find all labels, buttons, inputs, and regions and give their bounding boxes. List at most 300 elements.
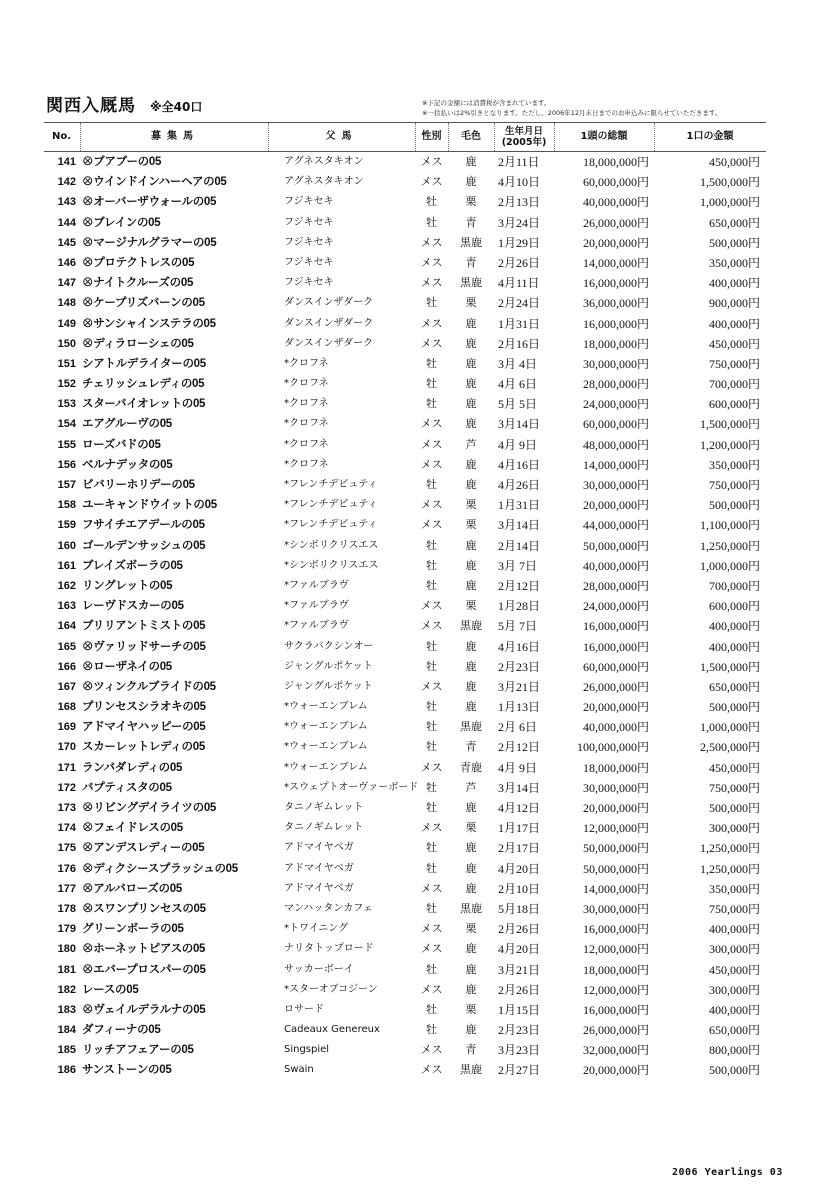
sire-name: *シンボリクリスエス	[284, 539, 379, 551]
birth-date: 4月20日	[498, 942, 541, 957]
sex: メス	[420, 417, 443, 431]
table-row	[44, 213, 766, 233]
table-row	[44, 637, 766, 657]
unit-price: 400,000円	[708, 619, 760, 634]
unit-price: 350,000円	[708, 255, 760, 270]
birth-date: 2月17日	[498, 841, 541, 856]
row-number: 143	[57, 196, 76, 209]
coat-color: 鹿	[465, 962, 477, 976]
total-price: 16,000,000円	[582, 276, 649, 291]
unit-price: 750,000円	[708, 356, 760, 371]
birth-date: 1月15日	[498, 1002, 541, 1017]
horse-name: ⊗ディクシースプラッシュの05	[82, 862, 238, 875]
coat-color: 黒鹿	[460, 901, 482, 915]
total-price: 20,000,000円	[582, 498, 649, 513]
sire-name: アドマイヤベガ	[284, 842, 354, 854]
birth-date: 4月12日	[498, 801, 541, 815]
table-row	[44, 778, 766, 798]
unit-price: 500,000円	[708, 700, 760, 715]
header-divider	[448, 123, 449, 151]
table-row	[44, 980, 766, 1000]
horse-name: リッチアフェアーの05	[82, 1044, 194, 1057]
sex: メス	[420, 942, 443, 956]
sex: メス	[420, 437, 443, 451]
coat-color: 鹿	[465, 336, 477, 350]
sex: 牡	[426, 639, 437, 653]
birth-date: 1月28日	[498, 599, 541, 614]
coat-color: 黒鹿	[460, 235, 482, 249]
sire-name: Cadeaux Genereux	[284, 1024, 380, 1036]
birth-date: 4月16日	[498, 639, 541, 654]
coat-color: 鹿	[465, 861, 477, 875]
row-number: 158	[57, 499, 76, 512]
coat-color: 鹿	[465, 578, 477, 592]
coat-color: 鹿	[465, 155, 477, 168]
row-number: 174	[57, 822, 76, 835]
table-row	[44, 1060, 766, 1080]
horse-name: ⊗ブレインの05	[82, 216, 161, 229]
row-number: 170	[57, 741, 76, 754]
coat-color: 黒鹿	[460, 1063, 482, 1077]
total-price: 40,000,000円	[582, 720, 649, 735]
sire-name: サッカーボーイ	[284, 963, 354, 975]
sex: メス	[420, 175, 443, 189]
birth-date: 1月29日	[498, 235, 541, 250]
table-row	[44, 697, 766, 717]
unit-price: 500,000円	[708, 1063, 760, 1078]
total-price: 14,000,000円	[582, 881, 649, 896]
row-number: 178	[57, 902, 76, 915]
sex: 牡	[426, 397, 437, 411]
sex: 牡	[426, 861, 437, 875]
table-row	[44, 414, 766, 434]
table-row	[44, 717, 766, 737]
table-row	[44, 596, 766, 616]
unit-price: 300,000円	[708, 821, 760, 836]
tax-note: ※下記の金額には消費税が含まれています。	[422, 99, 551, 107]
header-unit: 1口の金額	[686, 131, 734, 142]
birth-date: 1月31日	[498, 316, 541, 331]
table-row	[44, 818, 766, 838]
coat-color: 鹿	[465, 457, 477, 471]
table-row	[44, 556, 766, 576]
header-coat: 毛色	[461, 131, 481, 142]
birth-date: 2月11日	[498, 155, 540, 169]
header-birth-year: (2005年)	[501, 137, 547, 148]
total-price: 60,000,000円	[582, 659, 649, 674]
coat-color: 鹿	[465, 377, 477, 391]
horse-name: ⊗エバープロスパーの05	[82, 963, 206, 976]
coat-color: 黒鹿	[460, 276, 482, 290]
page-title	[46, 91, 202, 116]
section-title: 関西入厩馬	[46, 96, 136, 116]
horse-name: シアトルデライターの05	[82, 357, 206, 370]
birth-date: 5月 7日	[498, 619, 538, 634]
row-number: 180	[57, 943, 76, 956]
row-number: 176	[57, 862, 76, 875]
coat-color: 鹿	[465, 356, 477, 370]
sex: 牡	[426, 215, 437, 229]
unit-price: 650,000円	[708, 215, 760, 230]
sire-name: *シンボリクリスエス	[284, 559, 379, 571]
sire-name: アグネスタキオン	[284, 156, 364, 167]
horse-name: ⊗ヴァリッドサーチの05	[82, 640, 206, 653]
horse-name: エアグルーヴの05	[82, 418, 172, 431]
horse-name: チェリッシュレディの05	[82, 378, 205, 391]
unit-price: 1,500,000円	[699, 175, 760, 190]
sex: 牡	[426, 780, 437, 794]
birth-date: 3月23日	[498, 1043, 541, 1058]
unit-price: 300,000円	[708, 942, 760, 957]
unit-price: 400,000円	[708, 276, 760, 291]
total-price: 12,000,000円	[582, 942, 649, 957]
row-number: 142	[57, 176, 76, 189]
total-price: 32,000,000円	[582, 1043, 649, 1058]
sex: 牡	[426, 1002, 437, 1016]
unit-price: 1,200,000円	[699, 437, 760, 452]
horse-name: ユーキャンドウイットの05	[82, 499, 217, 512]
row-number: 179	[57, 923, 76, 936]
birth-date: 2月23日	[498, 659, 541, 674]
total-price: 20,000,000円	[582, 235, 649, 250]
total-price: 24,000,000円	[582, 397, 649, 412]
birth-date: 4月26日	[498, 478, 541, 492]
table-row	[44, 152, 766, 172]
coat-color: 鹿	[465, 478, 477, 491]
coat-color: 鹿	[465, 417, 477, 431]
total-price: 50,000,000円	[582, 538, 649, 553]
sex: メス	[420, 1043, 443, 1057]
birth-date: 4月10日	[498, 175, 541, 190]
sex: 牡	[426, 578, 437, 592]
sire-name: フジキセキ	[284, 277, 334, 289]
row-number: 172	[57, 781, 76, 794]
row-number: 160	[57, 539, 76, 552]
row-number: 156	[57, 458, 76, 471]
sire-name: *ウォーエンブレム	[284, 701, 368, 713]
total-price: 14,000,000円	[582, 255, 649, 270]
sex: メス	[420, 982, 443, 996]
sex: メス	[420, 881, 443, 895]
horse-name: ⊗サンシャインステラの05	[82, 317, 216, 330]
unit-price: 400,000円	[708, 639, 760, 654]
sire-name: タニノギムレット	[284, 822, 364, 834]
sex: 牡	[426, 195, 437, 209]
horse-name: プリンセスシラオキの05	[82, 701, 206, 714]
table-row	[44, 515, 766, 535]
row-number: 163	[57, 600, 76, 613]
unit-price: 350,000円	[708, 457, 760, 472]
header-no: No.	[52, 131, 72, 142]
table-row	[44, 334, 766, 354]
sire-name: ジャングルポケット	[284, 660, 373, 672]
coat-color: 鹿	[465, 397, 477, 411]
row-number: 165	[57, 640, 76, 653]
total-price: 28,000,000円	[582, 578, 649, 593]
sire-name: フジキセキ	[284, 256, 334, 268]
horse-name: ブリリアントミストの05	[82, 620, 206, 633]
total-price: 12,000,000円	[582, 821, 649, 836]
total-price: 36,000,000円	[582, 296, 649, 311]
header-birth-label: 生年月日	[504, 126, 543, 137]
unit-price: 450,000円	[708, 155, 760, 169]
table-row	[44, 435, 766, 455]
row-number: 182	[57, 983, 76, 996]
coat-color: 鹿	[465, 538, 477, 552]
unit-price: 750,000円	[708, 780, 760, 795]
table-row	[44, 233, 766, 253]
table-row	[44, 536, 766, 556]
table-row	[44, 859, 766, 879]
total-price: 16,000,000円	[582, 316, 649, 331]
birth-date: 1月13日	[498, 700, 541, 715]
birth-date: 3月24日	[498, 215, 541, 230]
sex: メス	[420, 336, 443, 350]
row-number: 177	[57, 882, 76, 895]
row-number: 152	[57, 378, 76, 391]
coat-color: 栗	[465, 296, 477, 310]
coat-color: 鹿	[465, 679, 477, 693]
birth-date: 3月 4日	[498, 356, 538, 371]
price-notes	[422, 98, 721, 118]
header-divider	[415, 123, 416, 151]
horse-name: スターバイオレットの05	[82, 398, 206, 411]
header-divider	[80, 123, 81, 151]
table-row	[44, 495, 766, 515]
coat-color: 鹿	[465, 942, 477, 956]
horse-name: ⊗マージナルグラマーの05	[82, 236, 217, 249]
coat-color: 鹿	[465, 801, 477, 814]
coat-color: 芦	[465, 437, 477, 451]
sire-name: ロサード	[284, 1003, 324, 1015]
unit-price: 450,000円	[708, 962, 760, 977]
unit-price: 750,000円	[708, 478, 760, 492]
unit-price: 1,250,000円	[699, 538, 760, 553]
row-number: 167	[57, 680, 76, 693]
table-row	[44, 616, 766, 636]
coat-color: 栗	[465, 518, 477, 532]
table-row	[44, 677, 766, 697]
total-price: 12,000,000円	[582, 982, 649, 997]
sire-name: マンハッタンカフェ	[284, 902, 373, 914]
unit-price: 350,000円	[708, 881, 760, 896]
birth-date: 4月 9日	[498, 437, 538, 452]
birth-date: 3月21日	[498, 962, 541, 977]
sire-name: ダンスインザダーク	[284, 297, 374, 309]
birth-date: 3月14日	[498, 417, 541, 432]
table-row	[44, 576, 766, 596]
sire-name: ダンスインザダーク	[284, 337, 374, 349]
sire-name: フジキセキ	[284, 196, 334, 208]
sex: 牡	[426, 962, 437, 976]
sex: 牡	[426, 901, 437, 915]
coat-color: 青	[465, 1043, 477, 1057]
coat-color: 栗	[465, 195, 477, 209]
sex: 牡	[426, 538, 437, 552]
coat-color: 黒鹿	[460, 619, 482, 633]
coat-color: 青	[465, 740, 477, 754]
table-row	[44, 737, 766, 757]
sex: メス	[420, 276, 443, 290]
total-price: 40,000,000円	[582, 195, 649, 210]
sex: メス	[420, 255, 443, 269]
sire-name: *クロフネ	[284, 438, 329, 450]
total-price: 30,000,000円	[582, 901, 649, 916]
sex: メス	[420, 599, 443, 613]
row-number: 141	[57, 156, 76, 168]
sex: メス	[420, 760, 443, 774]
row-number: 175	[57, 842, 76, 855]
total-price: 30,000,000円	[582, 478, 649, 492]
sire-name: *ウォーエンブレム	[284, 761, 368, 773]
header-total: 1頭の総額	[580, 131, 628, 142]
unit-price: 1,100,000円	[699, 518, 760, 533]
birth-date: 1月17日	[498, 821, 541, 836]
birth-date: 2月23日	[498, 1023, 541, 1038]
total-price: 30,000,000円	[582, 356, 649, 371]
coat-color: 栗	[465, 821, 477, 835]
sex: メス	[420, 316, 443, 330]
sire-name: ナリタトップロード	[284, 943, 374, 955]
sex: メス	[420, 1063, 443, 1077]
header-divider	[268, 123, 269, 151]
unit-price: 500,000円	[708, 801, 760, 815]
unit-price: 500,000円	[708, 498, 760, 513]
birth-date: 2月26日	[498, 922, 541, 937]
coat-color: 鹿	[465, 1023, 477, 1037]
horse-name: ⊗ヴェイルデラルナの05	[82, 1003, 206, 1016]
birth-date: 2月14日	[498, 538, 541, 553]
table-row	[44, 939, 766, 959]
sire-name: フジキセキ	[284, 216, 334, 228]
coat-color: 青	[465, 215, 477, 229]
unit-price: 600,000円	[708, 599, 760, 614]
total-price: 30,000,000円	[582, 780, 649, 795]
total-price: 20,000,000円	[582, 700, 649, 715]
sex: 牡	[426, 740, 437, 754]
horse-name: アドマイヤハッピーの05	[82, 721, 206, 734]
table-row	[44, 798, 766, 818]
row-number: 149	[57, 317, 76, 330]
birth-date: 2月26日	[498, 255, 541, 270]
sex: メス	[420, 457, 443, 471]
sire-name: *フレンチデピュティ	[284, 499, 378, 511]
sire-name: *フレンチデピュティ	[284, 519, 378, 531]
birth-date: 2月10日	[498, 881, 541, 896]
birth-date: 3月 7日	[498, 558, 538, 573]
total-price: 16,000,000円	[582, 639, 649, 654]
row-number: 145	[57, 236, 76, 249]
coat-color: 栗	[465, 922, 477, 936]
sire-name: ジャングルポケット	[284, 680, 373, 692]
unit-price: 700,000円	[708, 377, 760, 392]
sex: 牡	[426, 296, 437, 310]
total-price: 44,000,000円	[582, 518, 649, 533]
horse-name: ⊗ディラローシェの05	[82, 337, 194, 350]
coat-color: 鹿	[465, 639, 477, 653]
sire-name: *フレンチデピュティ	[284, 479, 378, 490]
sire-name: *スターオブコジーン	[284, 983, 378, 995]
total-price: 16,000,000円	[582, 1002, 649, 1017]
birth-date: 2月12日	[498, 740, 541, 755]
row-number: 171	[57, 761, 76, 774]
sex: 牡	[426, 801, 437, 814]
horse-name: ランバダレディの05	[82, 761, 183, 774]
sex: 牡	[426, 356, 437, 370]
coat-color: 鹿	[465, 558, 477, 572]
header-sex: 性別	[421, 131, 442, 142]
page-footer: 2006 Yearlings 03	[672, 1167, 783, 1178]
row-number: 146	[57, 256, 76, 269]
horse-name: フサイチエアデールの05	[82, 519, 205, 532]
horse-name: ゴールデンサッシュの05	[82, 539, 206, 552]
table-row	[44, 899, 766, 919]
table-row	[44, 475, 766, 495]
row-number: 166	[57, 660, 76, 673]
sire-name: *ファルブラヴ	[284, 600, 349, 612]
horse-name: ⊗ホーネットピアスの05	[82, 943, 206, 956]
sex: 牡	[426, 700, 437, 714]
coat-color: 鹿	[465, 175, 477, 189]
unit-price: 450,000円	[708, 760, 760, 775]
total-price: 18,000,000円	[582, 760, 649, 775]
row-number: 151	[57, 357, 76, 370]
yearling-table	[44, 122, 766, 1081]
total-price: 100,000,000円	[576, 740, 649, 755]
total-price: 14,000,000円	[582, 457, 649, 472]
horse-name: ⊗オーバーザウォールの05	[82, 196, 217, 209]
unit-price: 1,500,000円	[699, 659, 760, 674]
table-row	[44, 960, 766, 980]
horse-name: ⊗ナイトクルーズの05	[82, 277, 194, 290]
unit-price: 400,000円	[708, 1002, 760, 1017]
sire-name: *トワイニング	[284, 923, 349, 935]
horse-name: ダフィーナの05	[82, 1024, 161, 1037]
sex: メス	[420, 235, 443, 249]
coat-color: 黒鹿	[460, 720, 482, 734]
total-price: 18,000,000円	[582, 336, 649, 351]
birth-date: 2月 6日	[498, 720, 538, 735]
horse-name: ⊗ケープリズバーンの05	[82, 297, 205, 310]
unit-price: 300,000円	[708, 982, 760, 997]
table-row	[44, 394, 766, 414]
unit-price: 2,500,000円	[699, 740, 760, 755]
coat-color: 青	[465, 255, 477, 269]
sire-name: フジキセキ	[284, 236, 334, 248]
table-row	[44, 192, 766, 212]
unit-price: 650,000円	[708, 679, 760, 694]
unit-price: 500,000円	[708, 235, 760, 250]
coat-color: 栗	[465, 1002, 477, 1016]
horse-name: ビバリーホリデーの05	[82, 479, 195, 491]
header-birth	[494, 126, 554, 148]
total-price: 18,000,000円	[582, 155, 649, 169]
horse-name: レースの05	[82, 983, 139, 996]
sex: 牡	[426, 558, 437, 572]
birth-date: 4月20日	[498, 861, 541, 876]
horse-name: グリーンボーラの05	[82, 923, 184, 936]
row-number: 159	[57, 519, 76, 532]
sex: メス	[420, 679, 443, 693]
row-number: 168	[57, 701, 76, 714]
sex: メス	[420, 619, 443, 633]
unit-price: 1,000,000円	[699, 720, 760, 735]
sex: 牡	[426, 659, 437, 673]
row-number: 181	[57, 963, 76, 976]
sire-name: タニノギムレット	[284, 802, 364, 813]
total-price: 24,000,000円	[582, 599, 649, 614]
coat-color: 鹿	[465, 316, 477, 330]
